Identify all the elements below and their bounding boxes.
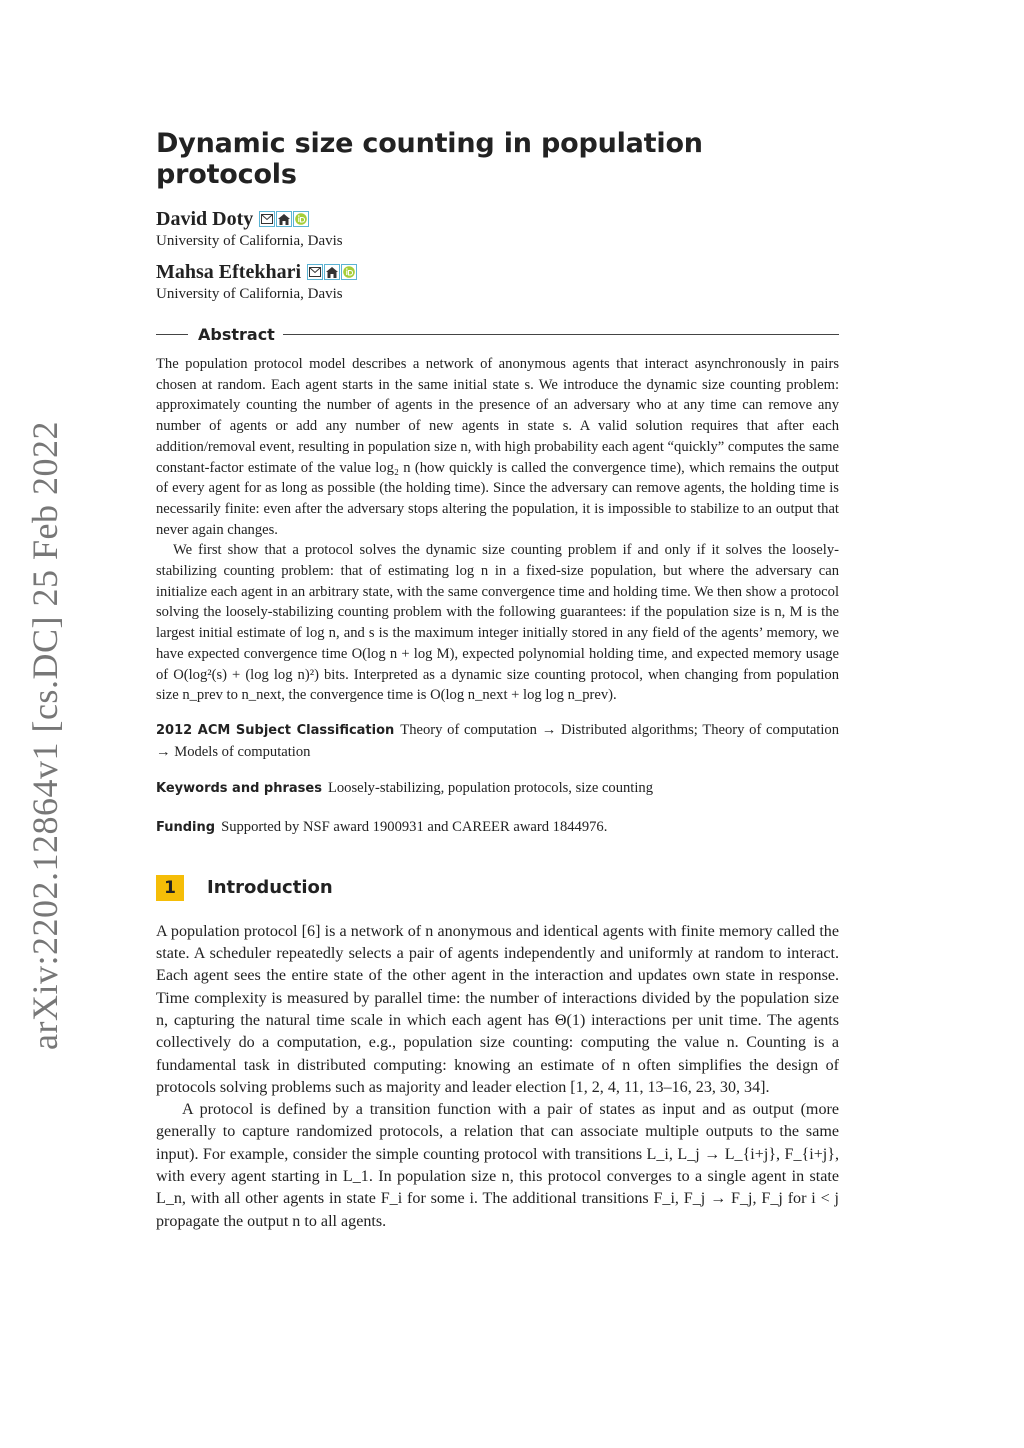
abstract-paragraph-1: The population protocol model describes a network of anonymous agents that interact asynchronously in pairs chosen at random. Each agent starts in the same initial state s. We introduce the dynamic size counting problem: approximately counting the number of agents in the presence of an adversary who at any time can remove any number of agents or add any number of new agents in state s. A valid solution requires that after each addition/removal event, resulting in population size n, with high probability each agent “quickly” computes the same constant-factor estimate of the value log₂ n (how quickly is called the convergence time), which remains the output of every agent for as long as possible (the holding time). Since the adversary can remove agents, the holding time is necessarily finite: even after the adversary stops altering the population, it is impossible to stabilize to an output that never again changes. bbox=[156, 356, 839, 538]
section-title: Introduction bbox=[207, 877, 333, 899]
intro-body bbox=[156, 921, 839, 1233]
section-number: 1 bbox=[156, 875, 184, 901]
arxiv-identifier: arXiv:2202.12864v1 [cs.DC] 25 Feb 2022 bbox=[25, 421, 65, 1050]
funding bbox=[156, 817, 839, 839]
author-name: Mahsa Eftekhari bbox=[156, 261, 301, 283]
acm-text: Theory of computation → Distributed algorithms; Theory of computation → Models of computation bbox=[156, 721, 839, 760]
orcid-icon[interactable] bbox=[341, 264, 357, 280]
abstract-header bbox=[156, 325, 839, 344]
author-name: David Doty bbox=[156, 208, 254, 230]
abstract-label: Abstract bbox=[198, 325, 275, 344]
abstract-paragraph-2: We first show that a protocol solves the dynamic size counting problem if and only if it solves the loosely-stabilizing counting problem: that of estimating log n in a fixed-size population, but where the adversary can initialize each agent in an arbitrary state, with the same convergence time and holding time. We then show a protocol solving the loosely-stabilizing counting problem with the following guarantees: if the population size is n, M is the largest initial estimate of log n, and s is the maximum integer initially stored in any field of the agents’ memory, we have expected convergence time O(log n + log M), expected polynomial holding time, and expected memory usage of O(log²(s) + (log log n)²) bits. Interpreted as a dynamic size counting protocol, when changing from population size n_prev to n_next, the convergence time is O(log n_next + log log n_prev). bbox=[156, 542, 839, 704]
home-icon[interactable] bbox=[276, 211, 292, 227]
rule-left bbox=[156, 334, 188, 335]
keywords-label: Keywords and phrases bbox=[156, 781, 322, 797]
funding-text: Supported by NSF award 1900931 and CAREER award 1844976. bbox=[221, 819, 608, 836]
keywords bbox=[156, 778, 839, 800]
section-heading bbox=[156, 875, 839, 901]
author-1 bbox=[156, 207, 839, 231]
acm-classification bbox=[156, 720, 839, 762]
abstract bbox=[156, 354, 839, 706]
intro-paragraph-2: A protocol is defined by a transition function with a pair of states as input and as output (more generally to capture randomized protocols, a relation that can associate multiple outputs to the same input). For example, consider the simple counting protocol with transitions L_i, L_j → L_{i+j}, F_{i+j}, with every agent starting in L_1. In population size n, this protocol converges to a single agent in state L_n, with all other agents in state F_i for some i. The additional transitions F_i, F_j → F_j, F_j for i < j propagate the output n to all agents. bbox=[156, 1101, 839, 1230]
orcid-icon[interactable] bbox=[293, 211, 309, 227]
acm-label: 2012 ACM Subject Classification bbox=[156, 722, 395, 738]
author-2 bbox=[156, 260, 839, 284]
home-icon[interactable] bbox=[324, 264, 340, 280]
rule-right bbox=[283, 334, 839, 335]
keywords-text: Loosely-stabilizing, population protocols, size counting bbox=[327, 780, 654, 797]
paper-title: Dynamic size counting in population protocols bbox=[156, 128, 703, 190]
email-icon[interactable] bbox=[307, 264, 323, 280]
email-icon[interactable] bbox=[259, 211, 275, 227]
intro-paragraph-1: A population protocol [6] is a network of n anonymous and identical agents with finite memory called the state. A scheduler repeatedly selects a pair of agents independently and uniformly at random to interact. Each agent sees the entire state of the other agent in the interaction and updates own state in response. Time complexity is measured by parallel time: the number of interactions divided by the population size n, capturing the natural time scale in which each agent has Θ(1) interactions per unit time. The agents collectively do a computation, e.g., population size counting: computing the value n. Counting is a fundamental task in distributed computing: knowing an estimate of n often simplifies the design of protocols solving problems such as majority and leader election [1, 2, 4, 11, 13–16, 23, 30, 34]. bbox=[156, 922, 839, 1096]
author-affiliation: University of California, Davis bbox=[156, 233, 343, 249]
paper-page bbox=[156, 128, 839, 1233]
author-affiliation: University of California, Davis bbox=[156, 286, 343, 302]
funding-label: Funding bbox=[156, 820, 216, 836]
